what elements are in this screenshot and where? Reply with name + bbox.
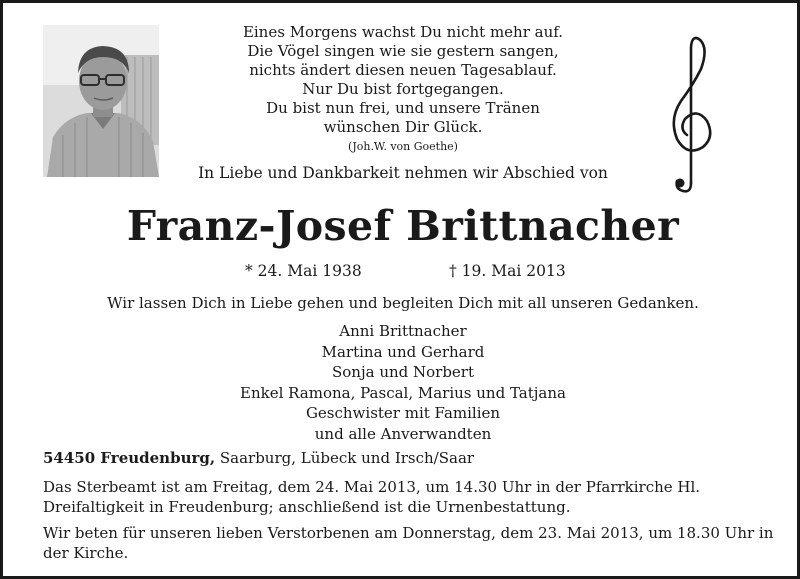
poem-line: nichts ändert diesen neuen Tagesablauf. [249,61,557,79]
poem-line: Die Vögel singen wie sie gestern sangen, [247,42,559,60]
place-line [43,448,783,468]
poem-line: Eines Morgens wachst Du nicht mehr auf. [242,23,564,41]
place-rest: Saarburg, Lübeck und Irsch/Saar [215,449,475,467]
prayer-service-details: Wir beten für unseren lieben Verstorbenen am Donnerstag, dem 23. Mai 2013, um 18.30 Uhr in der Kirche. [43,524,774,562]
birth-date: * 24. Mai 1938 [245,262,362,280]
poem-line: wünschen Dir Glück. [323,118,483,136]
mourner-line: Geschwister mit Familien [305,404,501,422]
mourners-list [3,321,800,444]
place-main: 54450 Freudenburg, [43,449,216,467]
farewell-message: Wir lassen Dich in Liebe gehen und begleiten Dich mit all unseren Gedanken. [107,294,699,312]
poem-line: Nur Du bist fortgegangen. [302,80,504,98]
intro-text: In Liebe und Dankbarkeit nehmen wir Abschied von [198,164,608,182]
mourner-line: Martina und Gerhard [321,342,485,361]
mourner-line: und alle Anverwandten [314,424,492,443]
poem-author: (Joh.W. von Goethe) [348,140,458,153]
deceased-name: Franz-Josef Brittnacher [126,202,680,250]
poem-line: Du bist nun frei, und unsere Tränen [266,99,540,117]
mourner-line: Sonja und Norbert [331,363,475,381]
death-date: † 19. Mai 2013 [449,262,566,280]
portrait-photo [43,25,159,177]
funeral-details: Das Sterbeamt ist am Freitag, dem 24. Mai 2013, um 14.30 Uhr in der Pfarrkirche Hl. Dreifaltigkeit in Freudenburg; anschließend ist die Urnenbestattung. [43,478,701,516]
mourner-line: Anni Brittnacher [339,322,467,340]
poem [203,23,603,156]
mourner-line: Enkel Ramona, Pascal, Marius und Tatjana [240,383,566,402]
